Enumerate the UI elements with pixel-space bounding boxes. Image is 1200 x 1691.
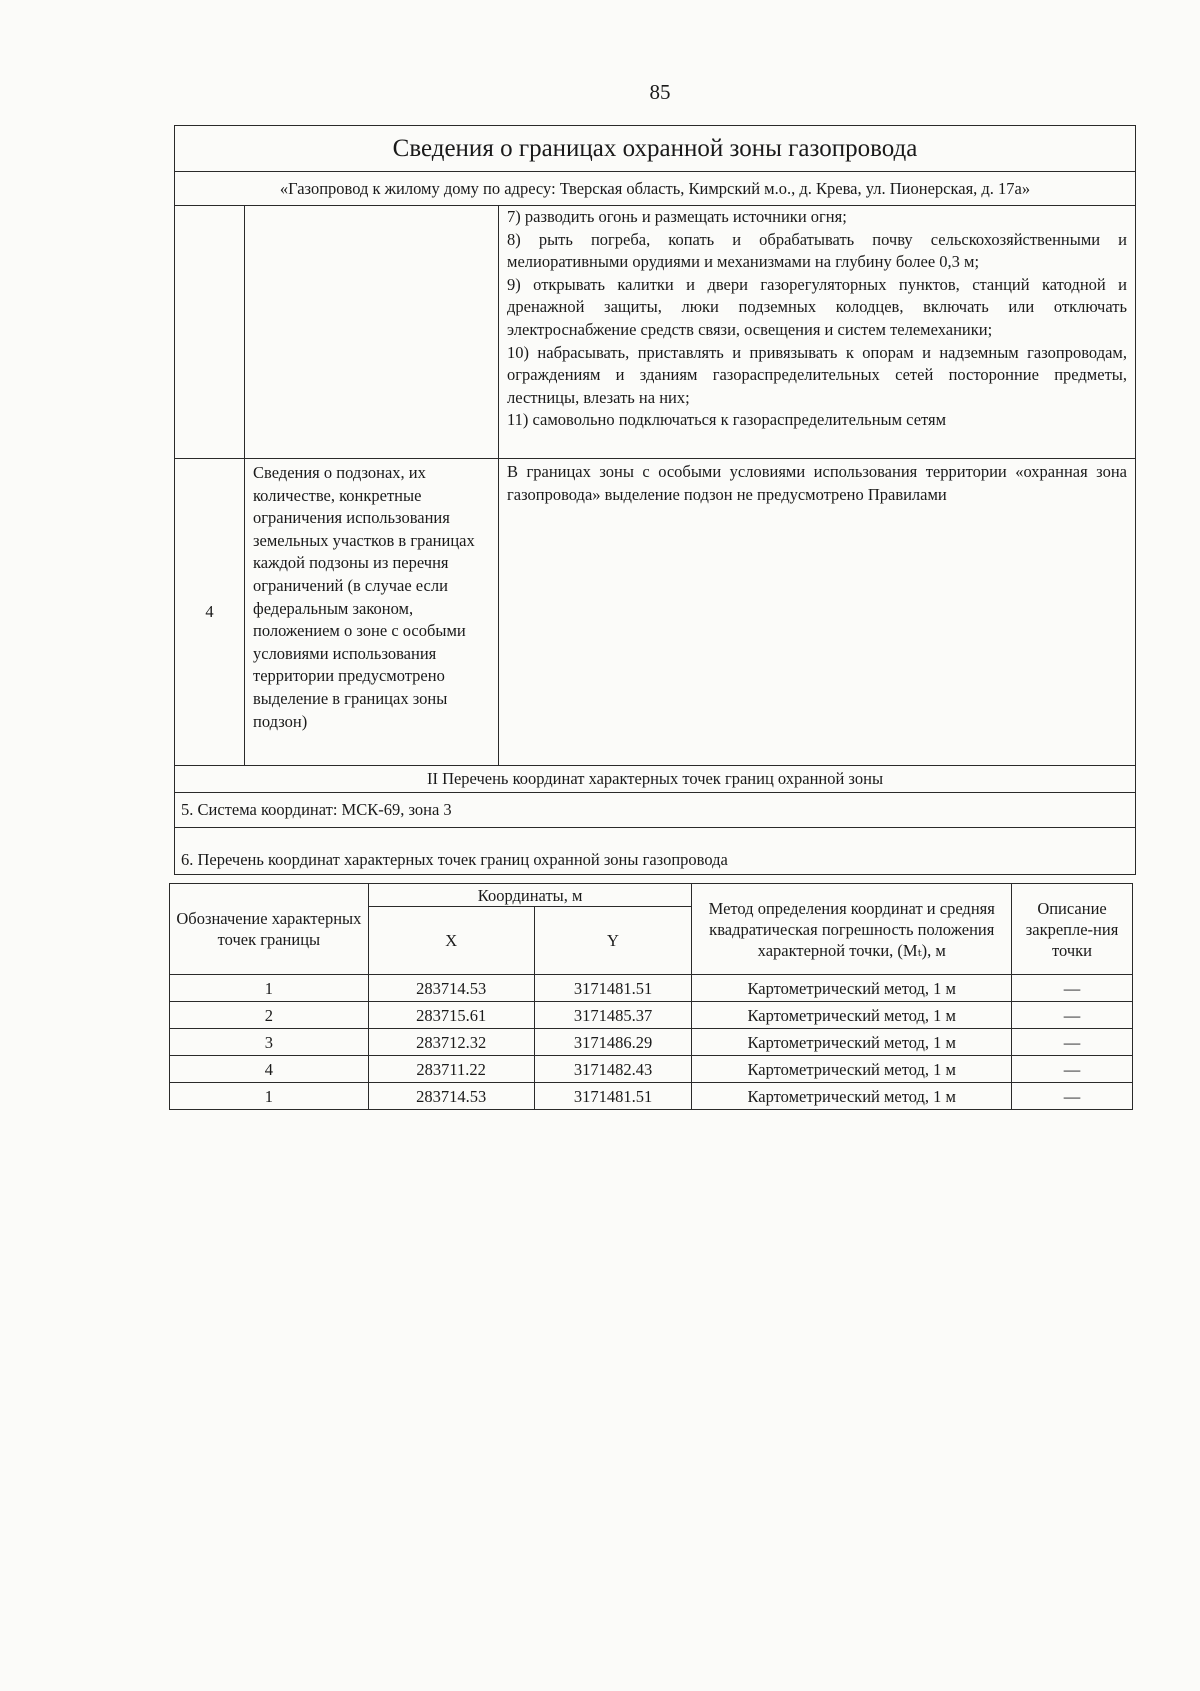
- description-cell: —: [1012, 1083, 1133, 1110]
- description-cell: —: [1012, 975, 1133, 1002]
- point-cell: 2: [170, 1002, 369, 1029]
- coord-list-title: 6. Перечень координат характерных точек границ охранной зоны газопровода: [181, 850, 728, 869]
- x-cell: 283712.32: [368, 1029, 534, 1056]
- section2-title: II Перечень координат характерных точек границ охранной зоны: [175, 766, 1135, 793]
- header-coords: Координаты, м: [368, 884, 692, 907]
- restrictions-list: [499, 206, 1135, 458]
- zone-info-table: [174, 125, 1136, 875]
- restrictions-row: [175, 206, 1135, 459]
- table-row: [170, 1056, 1133, 1083]
- table-row: [170, 975, 1133, 1002]
- header-x: X: [368, 907, 534, 975]
- point-cell: 4: [170, 1056, 369, 1083]
- y-cell: 3171485.37: [534, 1002, 692, 1029]
- y-cell: 3171481.51: [534, 1083, 692, 1110]
- restriction-item: 11) самовольно подключаться к газораспределительным сетям: [507, 410, 947, 430]
- restrictions-name-cell: [245, 206, 499, 458]
- header-method: Метод определения координат и средняя квадратическая погрешность положения характерной точки, (Mₜ), м: [692, 884, 1012, 975]
- method-cell: Картометрический метод, 1 м: [692, 975, 1012, 1002]
- header-description: Описание закрепле-ния точки: [1012, 884, 1133, 975]
- table-row: [170, 1083, 1133, 1110]
- restriction-item: 10) набрасывать, приставлять и привязывать к опорам и надземным газопроводам, ограждениям и зданиям газораспределительных сетей посторонние предметы, лестницы, влезать на них;: [507, 342, 1127, 407]
- x-cell: 283715.61: [368, 1002, 534, 1029]
- subzones-value: В границах зоны с особыми условиями использования территории «охранная зона газопровода» выделение подзон не предусмотрено Правилами: [507, 462, 1127, 504]
- page-number: 85: [649, 80, 671, 104]
- point-cell: 1: [170, 1083, 369, 1110]
- coords-header-row: [170, 884, 1133, 907]
- description-cell: —: [1012, 1002, 1133, 1029]
- restriction-item: 8) рыть погреба, копать и обрабатывать почву сельскохозяйственными и мелиоративными орудиями и механизмами на глубину более 0,3 м;: [507, 229, 1127, 272]
- method-cell: Картометрический метод, 1 м: [692, 1083, 1012, 1110]
- method-cell: Картометрический метод, 1 м: [692, 1056, 1012, 1083]
- point-cell: 1: [170, 975, 369, 1002]
- restriction-item: 9) открывать калитки и двери газорегуляторных пунктов, станций катодной и дренажной защиты, люки подземных колодцев, включать или отключать электроснабжение средств связи, освещения и систем телемеханики;: [507, 274, 1127, 339]
- y-cell: 3171481.51: [534, 975, 692, 1002]
- method-cell: Картометрический метод, 1 м: [692, 1029, 1012, 1056]
- y-cell: 3171486.29: [534, 1029, 692, 1056]
- table-row: [170, 1029, 1133, 1056]
- point-cell: 3: [170, 1029, 369, 1056]
- method-cell: Картометрический метод, 1 м: [692, 1002, 1012, 1029]
- coordinates-table: [169, 883, 1133, 1110]
- subzones-name: Сведения о подзонах, их количестве, конкретные ограничения использования земельных участков в границах каждой подзоны из перечня ограничений (в случае если федеральным законом, положением о зоне с особыми условиями использования территории предусмотрено выделение в границах зоны подзон): [245, 459, 499, 765]
- x-cell: 283714.53: [368, 975, 534, 1002]
- document-subtitle: «Газопровод к жилому дому по адресу: Тверская область, Кимрский м.о., д. Крева, ул. Пионерская, д. 17а»: [175, 172, 1135, 206]
- y-cell: 3171482.43: [534, 1056, 692, 1083]
- restriction-item: 7) разводить огонь и размещать источники огня;: [507, 207, 847, 226]
- header-y: Y: [534, 907, 692, 975]
- header-point: Обозначение характерных точек границы: [170, 884, 369, 975]
- description-cell: —: [1012, 1056, 1133, 1083]
- subzones-row: [175, 459, 1135, 766]
- table-row: [170, 1002, 1133, 1029]
- description-cell: —: [1012, 1029, 1133, 1056]
- coord-system: 5. Система координат: МСК-69, зона 3: [175, 793, 1135, 828]
- restrictions-number-cell: [175, 206, 245, 458]
- subzones-number: 4: [175, 459, 245, 765]
- x-cell: 283714.53: [368, 1083, 534, 1110]
- x-cell: 283711.22: [368, 1056, 534, 1083]
- document-title: Сведения о границах охранной зоны газопровода: [175, 126, 1135, 172]
